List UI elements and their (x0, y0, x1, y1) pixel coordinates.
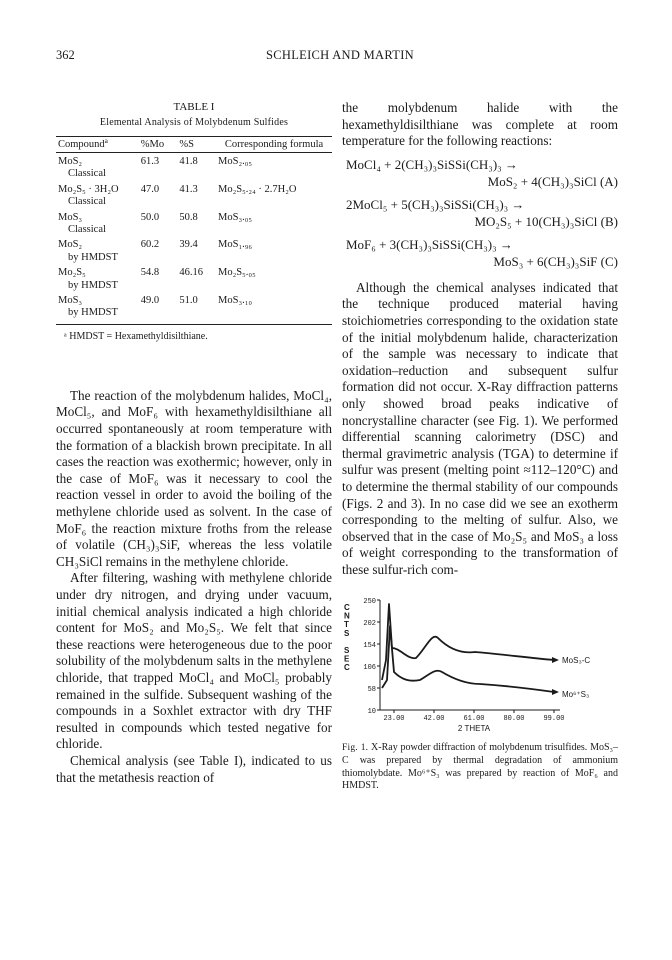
page-number: 362 (56, 48, 75, 62)
y-axis-label-letter: S (344, 629, 350, 639)
reaction-list (342, 156, 618, 270)
x-tick-label: 42.00 (423, 715, 445, 724)
cell-s: 50.8 (179, 211, 198, 223)
reaction-equation: 2MoCl₅ + 5(CH₃)₃SiSSi(CH₃)₃ → MO₂S₅ + 10(CH₃)₃SiCl (B) (346, 196, 618, 229)
cell-s: 41.3 (179, 183, 198, 195)
cell-s: 51.0 (177, 292, 216, 324)
body-paragraph: Although the chemical analyses indicated that the technique produced material having stoichiometries corresponding to the oxidation state of the initial molybdenum halide, characterization of the sample was necessary to indicate that oxidation–reduction and subsequent sulfur formation did not occur. X-Ray diffraction patterns only showed broad peaks indicative of noncrystalline character (see Fig. 1). We performed differential scanning calorimetry (DSC) and thermal gravimetric analysis (TGA) to determine if sulfur was present (melting point ≈112–120°C) and to determine the thermal stability of our compounds (Figs. 2 and 3). In no case did we see an exotherm corresponding to the melting of sulfur. Also, we observed that in the case of Mo₂S₅ and MoS₃ a loss of weight corresponding to the transformation of these sulfur-rich com- (342, 279, 618, 577)
reaction-equation: MoCl₄ + 2(CH₃)₃SiSSi(CH₃)₃ → MoS₂ + 4(CH₃)₃SiCl (A) (346, 156, 618, 189)
x-tick-label: 61.00 (463, 715, 485, 724)
x-tick-label: 99.00 (543, 715, 565, 724)
series-label-mos3-c: MoS₃-C (562, 656, 591, 666)
series-label-mo6s3: Mo⁶⁺S₃ (562, 690, 590, 700)
header-mo: %Mo (139, 137, 178, 153)
cell-mo: 49.0 (139, 292, 178, 324)
table-header-row (56, 137, 332, 153)
cell-formula: Mo₂S₅.₂₄ · 2.7H₂O (218, 183, 297, 195)
cell-s: 46.16 (179, 267, 204, 279)
x-tick-label: 80.00 (503, 715, 525, 724)
table-row (56, 153, 332, 181)
table-row (56, 292, 332, 324)
cell-s: 39.4 (179, 239, 198, 251)
cell-compound: Mo₂S₅ by HMDST (58, 267, 118, 291)
table-caption (56, 100, 332, 130)
y-tick-label: 10 (367, 708, 376, 717)
series-arrow (552, 657, 559, 663)
figure-caption: Fig. 1. X-Ray powder diffraction of molybdenum trisulfides. MoS₃–C was prepared by thermal degradation of ammonium thiomolybdate. Mo⁶⁺S₃ was prepared by reaction of MoF₆ and HMDST. (342, 742, 619, 792)
body-paragraph: The reaction of the molybdenum halides, MoCl₄, MoCl₅, and MoF₆ with hexamethyldisilthiane all occurred spontaneously at room temperature with the formation of a blackish brown precipitate. In all cases the reaction was exothermic; however, only in the case of MoF₆ was it necessary to cool the reaction vessel in order to avoid the boiling of the methylene chloride used as solvent. In the case of MoF₆ the reaction mixture froths from the release of volatile (CH₃)₃SiF, whereas the less volatile CH₃SiCl remains in the methylene chloride. (56, 387, 332, 569)
table-row (56, 264, 332, 292)
running-head: SCHLEICH AND MARTIN (265, 48, 414, 62)
cell-compound: Mo₂S₅ · 3H₂O Classical (58, 183, 119, 208)
y-axis-label-letter: C (344, 663, 350, 673)
cell-compound: MoS₃ by HMDST (56, 292, 139, 324)
body-paragraph: the molybdenum halide with the hexamethyldisilthiane was complete at room temperature for the following reactions: (342, 100, 618, 149)
cell-mo: 54.8 (140, 267, 160, 279)
body-paragraph: Chemical analysis (see Table I), indicated to us that the metathesis reaction of (56, 752, 332, 785)
y-axis-label-letter: T (344, 620, 349, 630)
cell-formula: Mo₂S₅.₀₅ (218, 267, 256, 279)
table-title: TABLE I (173, 101, 215, 113)
cell-compound: MoS₃ Classical (58, 211, 106, 236)
series-arrow (552, 689, 559, 695)
y-axis-label-letter: S (344, 646, 350, 656)
cell-mo: 50.0 (140, 211, 160, 223)
reaction-equation: MoF₆ + 3(CH₃)₃SiSSi(CH₃)₃ → MoS₃ + 6(CH₃)₃SiF (C) (346, 236, 618, 269)
table-subtitle: Elemental Analysis of Molybdenum Sulfides (99, 117, 289, 128)
cell-compound: MoS₂ by HMDST (58, 239, 118, 263)
header-compound: Compound$^a$ (56, 137, 139, 153)
cell-mo: 60.2 (140, 239, 160, 251)
x-tick-label: 23.00 (383, 715, 405, 724)
right-column (342, 100, 618, 793)
x-axis-label: 2 THETA (457, 724, 491, 733)
table-row (56, 236, 332, 264)
xrd-plot (342, 592, 618, 732)
body-paragraph: After filtering, washing with methylene chloride under dry nitrogen, and drying under vacuum, initial chemical analysis indicated a high chloride content for MoS₂ and Mo₂S₅. We felt that since these reactions were heterogeneous due to the poor solubility of the molybdenum salts in the methylene chloride, that trapped MoCl₄ and MoCl₅ probably remained in the sulfide. Subsequent washing of the compounds in a Soxhlet extractor with dry THF resulted in compounds which tested negative for chloride. (56, 570, 332, 752)
series-line-mos3-c (382, 604, 554, 680)
cell-formula: MoS₃.₀₅ (218, 211, 253, 223)
xrd-figure (342, 592, 618, 732)
table-footnote: ᵃ HMDST = Hexamethyldisilthiane. (64, 330, 208, 342)
analysis-table (56, 136, 332, 325)
cell-compound: MoS₂ Classical (58, 156, 106, 180)
y-tick-label: 58 (367, 686, 376, 695)
y-axis-label-letter: E (344, 655, 350, 665)
header-s: %S (177, 137, 216, 153)
left-column (56, 100, 332, 786)
y-tick-label: 250 (363, 598, 376, 607)
cell-s: 41.8 (179, 156, 198, 167)
cell-formula: MoS₃.₁₀ (216, 292, 332, 324)
y-axis-label-letter: C (344, 603, 350, 613)
running-header (56, 48, 624, 64)
cell-formula: MoS₂.₀₅ (218, 156, 253, 167)
y-tick-label: 202 (363, 620, 376, 629)
cell-formula: MoS₁.₉₆ (218, 239, 253, 251)
cell-mo: 61.3 (140, 156, 160, 167)
y-tick-label: 106 (363, 664, 376, 673)
table-row (56, 209, 332, 237)
header-formula: Corresponding formula (216, 137, 332, 153)
series-line-mo6s3 (382, 626, 554, 692)
cell-mo: 47.0 (140, 183, 160, 195)
table-row (56, 181, 332, 209)
y-axis-label-letter: N (344, 612, 350, 622)
y-tick-label: 154 (363, 642, 376, 651)
